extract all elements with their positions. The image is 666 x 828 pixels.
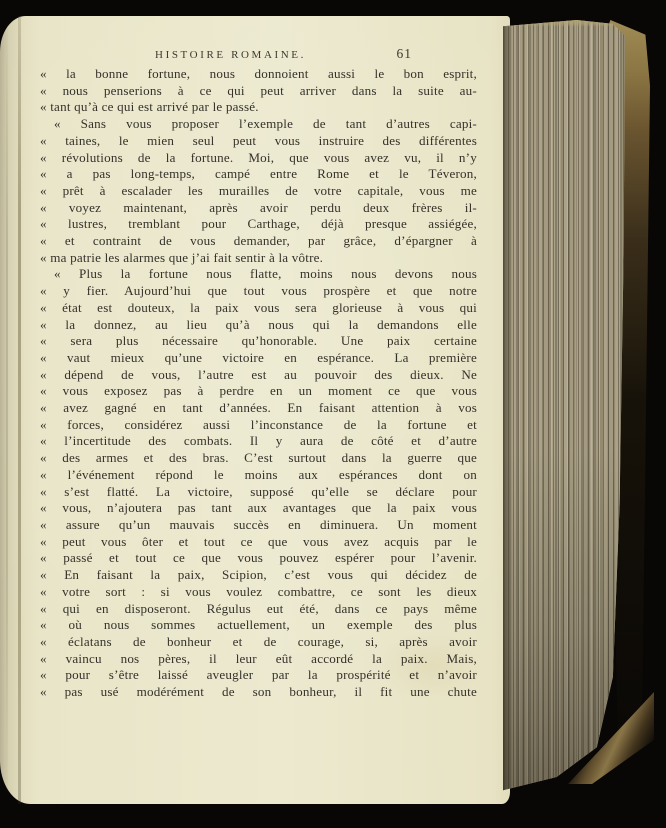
text-line: « Plus la fortune nous flatte, moins nous devons nous xyxy=(54,266,477,282)
text-line: « révolutions de la fortune. Moi, que vous avez vu, il n’y xyxy=(40,149,477,165)
text-line: « pour s’être laissé aveugler par la prospérité et n’avoir xyxy=(40,667,477,683)
text-line: « où nous sommes actuellement, un exemple des plus xyxy=(40,617,477,633)
text-line: « sera plus nécessaire qu’honorable. Une paix certaine xyxy=(40,333,477,349)
text-line: « vaut mieux qu’une victoire en espérance. La première xyxy=(40,349,477,365)
text-line: « vous, n’ajoutera pas tant aux avantages que la paix vous xyxy=(40,500,477,516)
text-line: « En faisant la paix, Scipion, c’est vous qui décidez de xyxy=(40,567,477,583)
text-line: « qui en disposeront. Régulus eut été, dans ce pays même xyxy=(40,600,477,616)
text-line: « taines, le mien seul peut vous instruire des différentes xyxy=(40,132,477,148)
text-line: « des armes et des bras. C’est surtout dans la guerre que xyxy=(40,450,477,466)
text-line: « tant qu’à ce qui est arrivé par le passé. xyxy=(40,99,259,115)
text-line: « peut vous ôter et tout ce que vous avez acquis par le xyxy=(40,533,477,549)
text-line: « y fier. Aujourd’hui que tout vous prospère et que notre xyxy=(40,283,477,299)
text-line: « pas usé modérément de son bonheur, il fit une chute xyxy=(40,684,477,700)
text-line: « dépend de vous, l’autre est au pouvoir des dieux. Ne xyxy=(40,366,477,382)
text-line: « s’est flatté. La victoire, supposé qu’elle se déclare pour xyxy=(40,483,477,499)
text-line: « l’événement répond le moins aux espérances dont on xyxy=(40,466,477,482)
text-line: « a pas long-temps, campé entre Rome et le Téveron, xyxy=(40,166,477,182)
body-text xyxy=(40,66,477,701)
text-line: « prêt à escalader les murailles de votre capitale, vous me xyxy=(40,182,477,198)
text-line: « votre sort : si vous voulez combattre, ce sont les dieux xyxy=(40,583,477,599)
text-line: « avez gagné en tant d’années. En faisant attention à vos xyxy=(40,400,477,416)
text-line: « forces, considérez aussi l’inconstance de la fortune et xyxy=(40,416,477,432)
text-line: « passé et tout ce que vous pouvez espérer pour l’avenir. xyxy=(40,550,477,566)
text-line: « et contraint de vous demander, par grâce, d’épargner à xyxy=(40,233,477,249)
text-line: « vous exposez pas à perdre en un moment ce que vous xyxy=(40,383,477,399)
text-line: « Sans vous proposer l’exemple de tant d’autres capi- xyxy=(54,116,477,132)
page-header xyxy=(40,46,477,64)
text-line: « la bonne fortune, nous donnoient aussi le bon esprit, xyxy=(40,66,477,81)
text-line: « la donnez, au lieu qu’à nous qui la demandons elle xyxy=(40,316,477,332)
text-line: « voyez maintenant, après avoir perdu deux frères il- xyxy=(40,199,477,215)
book-page xyxy=(0,16,510,804)
text-line: « ma patrie les alarmes que j’ai fait sentir à la vôtre. xyxy=(40,249,324,265)
text-line: « nous penserions à ce qui peut arriver dans la suite au- xyxy=(40,82,477,98)
text-line: « état est douteux, la paix vous sera glorieuse à vous qui xyxy=(40,299,477,315)
text-line: « éclatans de bonheur et de courage, si, après avoir xyxy=(40,633,477,649)
running-title: HISTOIRE ROMAINE. xyxy=(155,49,306,61)
text-line: « lustres, tremblant pour Carthage, déjà presque assiégée, xyxy=(40,216,477,232)
page-number: 61 xyxy=(396,46,412,61)
text-line: « assure qu’un mauvais succès en diminuera. Un moment xyxy=(40,516,477,532)
text-line: « l’incertitude des combats. Il y aura de côté et d’autre xyxy=(40,433,477,449)
text-line: « vaincu nos pères, il leur eût accordé la paix. Mais, xyxy=(40,650,477,666)
